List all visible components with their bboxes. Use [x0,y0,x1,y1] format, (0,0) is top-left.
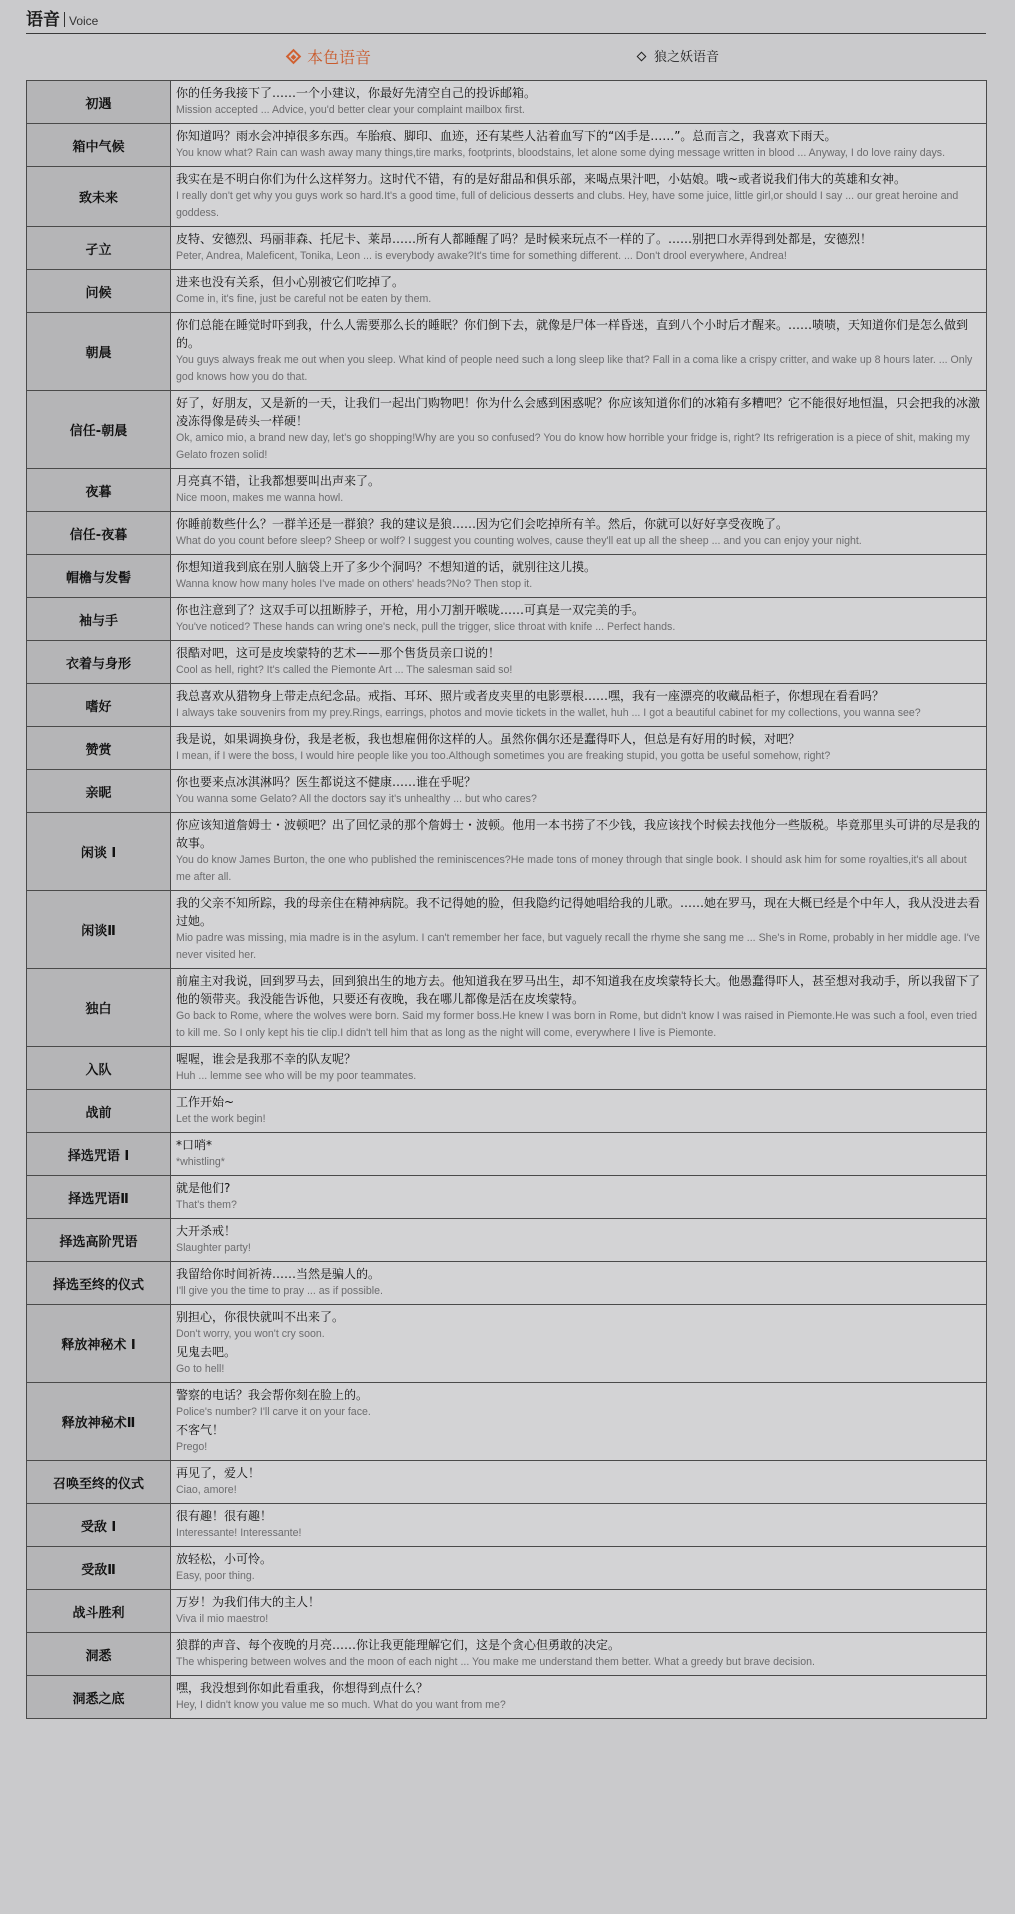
voice-line-english: Ok, amico mio, a brand new day, let's go shopping!Why are you so confused? You do know how horrible your fridge is, right? Its refrigeration is a piece of shit, making my Gelato frozen solid! [176,432,970,461]
table-row [27,770,987,813]
table-row [27,1504,987,1547]
voice-line-label: 召唤至终的仪式 [27,1461,171,1504]
voice-line-content [171,469,987,512]
tab-label: 狼之妖语音 [654,50,720,65]
voice-line-content [171,1590,987,1633]
voice-line-content [171,969,987,1047]
voice-line-english: Interessante! Interessante! [176,1527,302,1539]
voice-line-chinese: 月亮真不错，让我都想要叫出声来了。 [176,474,381,488]
voice-line-label: 战前 [27,1090,171,1133]
voice-line-label: 衣着与身形 [27,641,171,684]
table-row [27,1090,987,1133]
table-row [27,81,987,124]
voice-line-chinese: 你们总能在睡觉时吓到我，什么人需要那么长的睡眠？你们倒下去，就像是尸体一样昏迷，直到八个小时后才醒来。……啧啧，天知道你们是怎么做到的。 [176,318,969,350]
voice-line-english: Go back to Rome, where the wolves were born. Said my former boss.He knew I was born in Rome, but didn't know I was raised in Piemonte.He was such a fool, even tried to kill me. So I only kept his tie clip.I didn't tell him that as long as the night will come, everywhere I live is Piemonte. [176,1010,978,1039]
voice-line-content [171,1262,987,1305]
voice-line-content [171,270,987,313]
table-row [27,555,987,598]
voice-line-chinese: 工作开始~ [176,1095,235,1109]
voice-line-label: 信任-夜暮 [27,512,171,555]
voice-line-label: 致未来 [27,167,171,227]
table-row [27,1547,987,1590]
voice-line-english: You guys always freak me out when you sleep. What kind of people need such a long sleep like that? Fall in a coma like a crispy critter, and wake up 8 hours later. ... Only god knows how you do that. [176,354,973,383]
section-subtitle: Voice [69,14,99,28]
voice-line-english: Police's number? I'll carve it on your face. [176,1406,371,1418]
voice-line-english: I really don't get why you guys work so hard.It's a good time, full of delicious desserts and clubs. Hey, have some juice, little girl,or should I say ... our great heroine and goddess. [176,190,959,219]
voice-line-label: 嗜好 [27,684,171,727]
voice-line-content [171,512,987,555]
voice-line-content [171,1047,987,1090]
voice-line-chinese: 万岁！为我们伟大的主人！ [176,1595,321,1609]
voice-line-chinese: 我的父亲不知所踪，我的母亲住在精神病院。我不记得她的脸，但我隐约记得她唱给我的儿歌。……她在罗马，现在大概已经是个中年人，我从没进去看过她。 [176,896,981,928]
voice-line-chinese: 前雇主对我说，回到罗马去，回到狼出生的地方去。他知道我在罗马出生，却不知道我在皮埃蒙特长大。他愚蠢得吓人，甚至想对我动手，所以我留下了他的领带夹。我没能告诉他，只要还有夜晚，我在哪儿都像是活在皮埃蒙特。 [176,974,981,1006]
voice-line-content [171,1176,987,1219]
voice-line-label: 信任-朝晨 [27,391,171,469]
voice-line-content [171,770,987,813]
table-row [27,1305,987,1383]
voice-line-label: 战斗胜利 [27,1590,171,1633]
voice-line-chinese: 我是说，如果调换身份，我是老板，我也想雇佣你这样的人。虽然你偶尔还是蠢得吓人，但总是有好用的时候，对吧？ [176,732,801,746]
voice-line-english: I'll give you the time to pray ... as if possible. [176,1285,383,1297]
voice-line-chinese: 很酷对吧，这可是皮埃蒙特的艺术——那个售货员亲口说的！ [176,646,501,660]
voice-line-english: Peter, Andrea, Maleficent, Tonika, Leon ... is everybody awake?It's time for something different. ... Don't drool everywhere, Andrea! [176,250,787,262]
table-row [27,1262,987,1305]
voice-line-content [171,727,987,770]
voice-line-label: 夜暮 [27,469,171,512]
voice-line-label: 择选至终的仪式 [27,1262,171,1305]
voice-line-content [171,555,987,598]
table-row [27,227,987,270]
voice-line-label: 入队 [27,1047,171,1090]
voice-line-content [171,684,987,727]
voice-line-chinese: 警察的电话？我会帮你刻在脸上的。 [176,1388,369,1402]
voice-line-chinese: 很有趣！很有趣！ [176,1509,273,1523]
voice-line-english: Huh ... lemme see who will be my poor teammates. [176,1070,417,1082]
voice-line-english: Mission accepted ... Advice, you'd better clear your complaint mailbox first. [176,104,525,116]
table-row [27,512,987,555]
voice-tabs [26,44,986,72]
tab-original-voice[interactable] [288,46,371,70]
voice-line-label: 朝晨 [27,313,171,391]
voice-line-label: 帽檐与发髻 [27,555,171,598]
voice-line-chinese: 大开杀戒！ [176,1224,237,1238]
tab-label: 本色语音 [307,48,372,67]
voice-line-label: 择选咒语 I [27,1133,171,1176]
voice-line-chinese: 皮特、安德烈、玛丽菲森、托尼卡、莱昂……所有人都睡醒了吗？是时候来玩点不一样的了。……别把口水弄得到处都是，安德烈！ [176,232,873,246]
voice-line-chinese: 别担心，你很快就叫不出来了。 [176,1310,345,1324]
voice-line-content [171,167,987,227]
voice-line-english: Prego! [176,1441,208,1453]
voice-line-english: Wanna know how many holes I've made on others' heads?No? Then stop it. [176,578,533,590]
voice-line-content [171,891,987,969]
voice-line-english: You wanna some Gelato? All the doctors say it's unhealthy ... but who cares? [176,793,537,805]
voice-line-content [171,1090,987,1133]
voice-line-english: Cool as hell, right? It's called the Piemonte Art ... The salesman said so! [176,664,513,676]
voice-line-content [171,813,987,891]
voice-line-chinese: 再见了，爱人！ [176,1466,261,1480]
tab-wolf-voice[interactable] [638,46,719,70]
voice-line-english: Viva il mio maestro! [176,1613,269,1625]
voice-line-chinese: 进来也没有关系，但小心别被它们吃掉了。 [176,275,405,289]
table-row [27,598,987,641]
table-row [27,1383,987,1461]
voice-line-english: Don't worry, you won't cry soon. [176,1328,325,1340]
table-row [27,1633,987,1676]
table-row [27,124,987,167]
table-row [27,313,987,391]
voice-line-label: 闲谈Ⅱ [27,891,171,969]
voice-line-english: *whistling* [176,1156,225,1168]
table-row [27,969,987,1047]
voice-line-english: You've noticed? These hands can wring one's neck, pull the trigger, slice throat with knife ... Perfect hands. [176,621,676,633]
table-row [27,270,987,313]
voice-line-chinese: 喔喔，谁会是我那不幸的队友呢？ [176,1052,357,1066]
voice-line-content [171,227,987,270]
diamond-outline-icon [637,52,647,62]
voice-line-content [171,1133,987,1176]
voice-line-content [171,313,987,391]
voice-line-chinese: 我总喜欢从猎物身上带走点纪念品。戒指、耳环、照片或者皮夹里的电影票根……嘿，我有一座漂亮的收藏品柜子，你想现在看看吗？ [176,689,885,703]
diamond-filled-icon [286,49,302,65]
voice-line-chinese: 你也注意到了？这双手可以扭断脖子，开枪，用小刀割开喉咙……可真是一双完美的手。 [176,603,645,617]
voice-line-content [171,124,987,167]
voice-line-chinese: *口哨* [176,1138,213,1152]
voice-line-chinese: 你的任务我接下了……一个小建议，你最好先清空自己的投诉邮箱。 [176,86,537,100]
voice-line-content [171,1461,987,1504]
voice-line-content [171,81,987,124]
voice-line-label: 孑立 [27,227,171,270]
voice-line-english: Hey, I didn't know you value me so much. What do you want from me? [176,1699,506,1711]
voice-line-label: 洞悉之底 [27,1676,171,1719]
voice-line-label: 问候 [27,270,171,313]
voice-line-label: 洞悉 [27,1633,171,1676]
voice-line-content [171,1383,987,1461]
section-header [26,8,986,34]
table-row [27,813,987,891]
voice-line-label: 闲谈 I [27,813,171,891]
voice-line-english: That's them? [176,1199,237,1211]
table-row [27,167,987,227]
voice-line-english: Ciao, amore! [176,1484,237,1496]
voice-line-chinese: 你也要来点冰淇淋吗？医生都说这不健康……谁在乎呢？ [176,775,477,789]
voice-line-content [171,1633,987,1676]
voice-line-label: 赞赏 [27,727,171,770]
table-row [27,469,987,512]
voice-line-chinese: 狼群的声音、每个夜晚的月亮……你让我更能理解它们，这是个贪心但勇敢的决定。 [176,1638,621,1652]
title-divider [64,12,65,27]
voice-line-label: 择选高阶咒语 [27,1219,171,1262]
voice-line-chinese: 你应该知道詹姆士・波顿吧？出了回忆录的那个詹姆士・波顿。他用一本书捞了不少钱，我应该找个时候去找他分一些版税。毕竟那里头可讲的尽是我的故事。 [176,818,981,850]
section-title: 语音 [26,10,60,30]
voice-line-content [171,391,987,469]
voice-line-english: I always take souvenirs from my prey.Rings, earrings, photos and movie tickets in the wallet, huh ... I got a beautiful cabinet for my collections, you wanna see? [176,707,921,719]
voice-line-content [171,1504,987,1547]
table-row [27,1219,987,1262]
voice-line-english: The whispering between wolves and the moon of each night ... You make me understand them better. What a greedy but brave decision. [176,1656,815,1668]
voice-line-english: Slaughter party! [176,1242,251,1254]
voice-line-content [171,641,987,684]
voice-line-content [171,1547,987,1590]
voice-line-content [171,1305,987,1383]
voice-line-label: 释放神秘术Ⅱ [27,1383,171,1461]
voice-line-chinese: 我实在是不明白你们为什么这样努力。这时代不错，有的是好甜品和俱乐部，来喝点果汁吧，小姑娘。哦~或者说我们伟大的英雄和女神。 [176,172,907,186]
voice-line-english: Come in, it's fine, just be careful not be eaten by them. [176,293,432,305]
voice-line-english: Let the work begin! [176,1113,266,1125]
voice-line-chinese: 好了，好朋友，又是新的一天，让我们一起出门购物吧！你为什么会感到困惑呢？你应该知道你们的冰箱有多糟吧？它不能很好地恒温，只会把我的冰激凌冻得像是砖头一样硬！ [176,396,981,428]
voice-line-label: 释放神秘术 I [27,1305,171,1383]
table-row [27,1176,987,1219]
voice-line-label: 受敌 I [27,1504,171,1547]
voice-line-content [171,598,987,641]
voice-line-chinese: 就是他们? [176,1181,231,1195]
table-row [27,1590,987,1633]
table-row [27,1676,987,1719]
voice-lines-table [26,80,987,1719]
voice-line-english: Nice moon, makes me wanna howl. [176,492,344,504]
voice-line-chinese: 不客气！ [176,1423,225,1437]
voice-line-chinese: 见鬼去吧。 [176,1345,237,1359]
voice-line-chinese: 你想知道我到底在别人脑袋上开了多少个洞吗？不想知道的话，就别往这儿摸。 [176,560,597,574]
voice-line-content [171,1676,987,1719]
table-row [27,891,987,969]
voice-line-english: What do you count before sleep? Sheep or wolf? I suggest you counting wolves, cause they'll eat up all the sheep ... and you can enjoy your night. [176,535,862,547]
voice-line-english: I mean, if I were the boss, I would hire people like you too.Although sometimes you are freaking stupid, you gotta be useful somehow, right? [176,750,831,762]
table-row [27,1461,987,1504]
table-row [27,1133,987,1176]
table-row [27,684,987,727]
table-row [27,1047,987,1090]
voice-line-content [171,1219,987,1262]
voice-line-label: 受敌Ⅱ [27,1547,171,1590]
table-row [27,641,987,684]
voice-line-chinese: 你知道吗？雨水会冲掉很多东西。车胎痕、脚印、血迹，还有某些人沾着血写下的“凶手是……”。总而言之，我喜欢下雨天。 [176,129,837,143]
table-row [27,391,987,469]
voice-line-chinese: 放轻松，小可怜。 [176,1552,273,1566]
voice-line-english: Mio padre was missing, mia madre is in the asylum. I can't remember her face, but vaguely recall the rhyme she sang me ... She's in Rome, probably in her middle age. I've never visited her. [176,932,980,961]
voice-line-english: Go to hell! [176,1363,225,1375]
voice-line-chinese: 嘿，我没想到你如此看重我，你想得到点什么？ [176,1681,429,1695]
voice-line-chinese: 你睡前数些什么？一群羊还是一群狼？我的建议是狼……因为它们会吃掉所有羊。然后，你就可以好好享受夜晚了。 [176,517,789,531]
voice-line-label: 亲昵 [27,770,171,813]
voice-line-english: You do know James Burton, the one who published the reminiscences?He made tons of money through that single book. I should ask him for some royalties,it's all about me after all. [176,854,967,883]
voice-line-label: 独白 [27,969,171,1047]
table-row [27,727,987,770]
voice-line-label: 箱中气候 [27,124,171,167]
voice-line-english: You know what? Rain can wash away many things,tire marks, footprints, bloodstains, let alone some dying message written in blood ... Anyway, I do love rainy days. [176,147,946,159]
voice-line-chinese: 我留给你时间祈祷……当然是骗人的。 [176,1267,381,1281]
voice-line-label: 择选咒语Ⅱ [27,1176,171,1219]
voice-line-label: 袖与手 [27,598,171,641]
voice-line-label: 初遇 [27,81,171,124]
voice-line-english: Easy, poor thing. [176,1570,255,1582]
